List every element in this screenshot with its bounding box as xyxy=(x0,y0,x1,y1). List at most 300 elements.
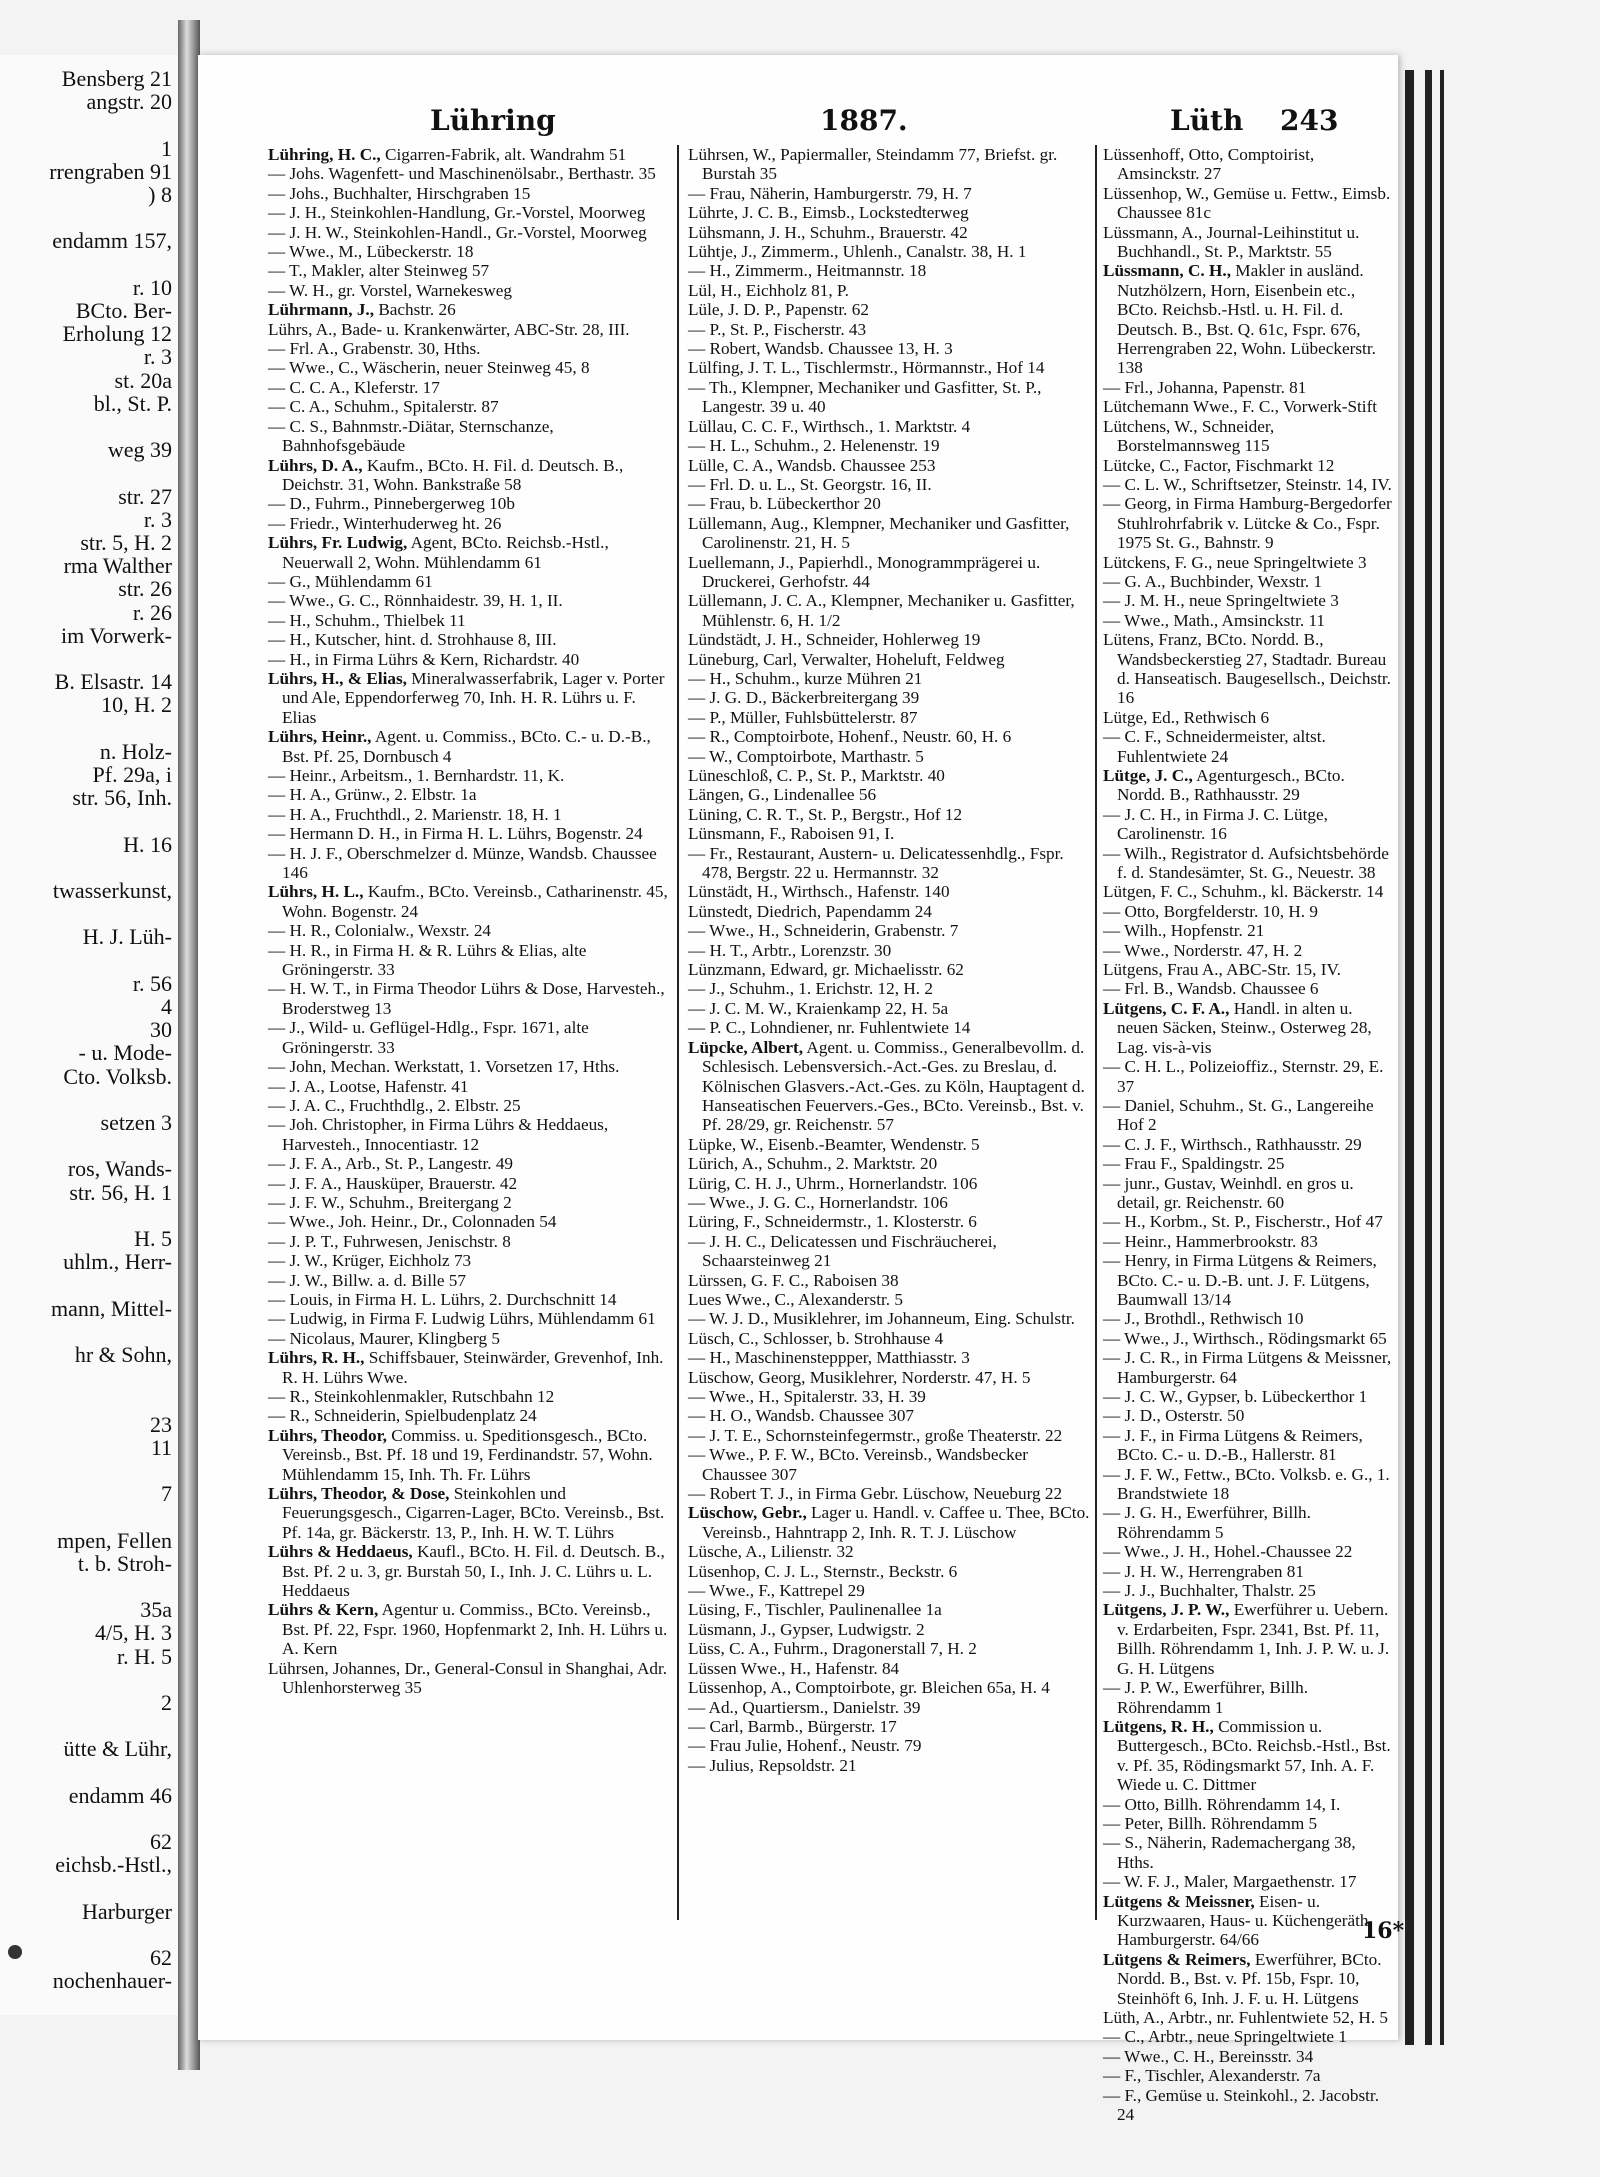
directory-entry xyxy=(268,203,672,222)
directory-entry xyxy=(1103,1232,1393,1251)
directory-entry xyxy=(1103,378,1393,397)
entry-text: — Friedr., Winterhuderweg ht. 26 xyxy=(268,513,502,533)
entry-text: Lüneschloß, C. P., St. P., Marktstr. 40 xyxy=(688,766,945,785)
entry-text: — Wwe., Norderstr. 47, H. 2 xyxy=(1103,940,1303,960)
running-head xyxy=(270,104,1370,138)
entry-text: — J. D., Osterstr. 50 xyxy=(1103,1406,1245,1426)
entry-text: — H., Zimmerm., Heitmannstr. 18 xyxy=(688,261,927,281)
entry-name: Lührs & Heddaeus, xyxy=(268,1542,413,1562)
directory-entry xyxy=(268,1406,672,1425)
entry-name: Lüpcke, Albert, xyxy=(688,1037,804,1057)
entry-text: — Wwe., Math., Amsinckstr. 11 xyxy=(1103,610,1325,630)
entry-text: — J. C. R., in Firma Lütgens & Meissner, Hamburgerstr. 64 xyxy=(1103,1348,1392,1387)
left-page-line: Cto. Volksb. xyxy=(63,1063,172,1089)
directory-entry xyxy=(268,164,672,183)
entry-text: — Wwe., F., Kattrepel 29 xyxy=(688,1581,865,1601)
left-page-line: 62 xyxy=(150,1945,172,1971)
entry-text: Lütckens, F. G., neue Springeltwiete 3 xyxy=(1103,552,1367,572)
directory-entry xyxy=(1103,630,1393,708)
directory-entry xyxy=(688,1387,1092,1406)
directory-entry xyxy=(688,591,1092,630)
entry-text: — Frl. D. u. L., St. Georgstr. 16, II. xyxy=(688,474,932,494)
directory-entry xyxy=(688,1503,1092,1542)
entry-text: — Wwe., C., Wäscherin, neuer Steinweg 45, 8 xyxy=(268,358,590,378)
directory-entry xyxy=(688,1542,1092,1561)
entry-text: — Otto, Borgfelderstr. 10, H. 9 xyxy=(1103,901,1318,921)
page-number: 243 xyxy=(1280,104,1339,137)
entry-text: Lütgens, Frau A., ABC-Str. 15, IV. xyxy=(1103,960,1341,980)
left-page-line: 4 xyxy=(161,994,172,1019)
left-page-line: ros, Wands- xyxy=(67,1156,172,1182)
directory-entry xyxy=(268,591,672,610)
entry-text: — J. H., Steinkohlen-Handlung, Gr.-Vorstel, Moorweg xyxy=(268,203,646,223)
entry-text: — Ad., Quartiersm., Danielstr. 39 xyxy=(688,1697,921,1717)
entry-text: — H. T., Arbtr., Lorenzstr. 30 xyxy=(688,940,892,960)
left-page-line: H. 5 xyxy=(134,1226,172,1251)
directory-entry xyxy=(688,1620,1092,1639)
entry-text: — P. C., Lohndiener, nr. Fuhlentwiete 14 xyxy=(688,1018,971,1038)
entry-text: — J. H. W., Steinkohlen-Handl., Gr.-Vorstel, Moorweg xyxy=(268,222,647,242)
entry-text: — W. F. J., Maler, Margaethenstr. 17 xyxy=(1103,1872,1357,1892)
directory-entry xyxy=(688,203,1092,222)
entry-text: — Fr., Restaurant, Austern- u. Delicatessenhdlg., Fspr. 478, Bergstr. 22 u. Hermannstr. 32 xyxy=(688,843,1064,883)
entry-text: Lül, H., Eichholz 81, P. xyxy=(688,280,849,300)
directory-entry xyxy=(688,941,1092,960)
left-page-line: r. 3 xyxy=(143,506,172,532)
directory-entry xyxy=(268,1154,672,1173)
left-page-line: H. 16 xyxy=(123,831,172,857)
directory-entry xyxy=(688,514,1092,553)
directory-entry xyxy=(268,1232,672,1251)
entry-text: Mineralwasserfabrik, Lager v. Porter und Ale, Eppendorferweg 70, Inh. H. R. Lührs u. F. Elias xyxy=(282,668,665,727)
entry-name: Lütge, J. C., xyxy=(1103,766,1193,785)
directory-entry xyxy=(688,242,1092,261)
entry-text: Kaufl., BCto. H. Fil. d. Deutsch. B., Bst. Pf. 2 u. 3, gr. Burstah 50, I., Inh. J. C. Lührs u. L. Heddaeus xyxy=(282,1542,665,1601)
entry-text: — J., Wild- u. Geflügel-Hdlg., Fspr. 1671, alte Gröningerstr. 33 xyxy=(268,1018,589,1057)
directory-entry xyxy=(1103,844,1393,883)
directory-entry xyxy=(688,1154,1092,1173)
entry-text: — P., St. P., Fischerstr. 43 xyxy=(688,319,867,339)
entry-text: Lünzmann, Edward, gr. Michaelisstr. 62 xyxy=(688,960,964,980)
entry-text: — J. F. W., Schuhm., Breitergang 2 xyxy=(268,1192,512,1212)
entry-text: Lüssenhop, W., Gemüse u. Fettw., Eimsb. Chaussee 81c xyxy=(1103,183,1391,223)
left-page-line: 1 xyxy=(161,135,172,161)
left-page-line: mpen, Fellen xyxy=(57,1527,172,1553)
directory-entry xyxy=(268,339,672,358)
entry-text: — H., Korbm., St. P., Fischerstr., Hof 47 xyxy=(1103,1212,1383,1232)
directory-entry xyxy=(268,766,672,785)
directory-entry xyxy=(1103,1717,1393,1795)
entry-name: Lührs, R. H., xyxy=(268,1348,365,1368)
entry-text: — J. C. M. W., Kraienkamp 22, H. 5a xyxy=(688,998,949,1018)
entry-text: — C. L. W., Schriftsetzer, Steinstr. 14, IV. xyxy=(1103,474,1392,494)
left-page-line: rrengraben 91 xyxy=(49,158,172,184)
directory-entry xyxy=(688,708,1092,727)
directory-entry xyxy=(688,1309,1092,1328)
entry-text: Lülle, C. A., Wandsb. Chaussee 253 xyxy=(688,455,936,475)
entry-text: — Daniel, Schuhm., St. G., Langereihe Hof 2 xyxy=(1103,1095,1374,1135)
directory-entry xyxy=(268,1659,672,1698)
directory-entry xyxy=(688,1756,1092,1775)
entry-text: Längen, G., Lindenallee 56 xyxy=(688,785,877,805)
directory-entry xyxy=(268,941,672,980)
left-page-line: str. 5, H. 2 xyxy=(80,530,172,555)
directory-entry xyxy=(1103,1600,1393,1678)
entry-text: — Frau, Näherin, Hamburgerstr. 79, H. 7 xyxy=(688,183,972,203)
directory-entry xyxy=(1103,1872,1393,1891)
entry-text: — G., Mühlendamm 61 xyxy=(268,571,433,591)
directory-entry xyxy=(1103,1135,1393,1154)
directory-entry xyxy=(268,611,672,630)
entry-text: Lüle, J. D. P., Papenstr. 62 xyxy=(688,300,869,320)
entry-text: Kaufm., BCto. H. Fil. d. Deutsch. B., Deichstr. 31, Wohn. Bankstraße 58 xyxy=(282,455,624,494)
left-page-line: weg 39 xyxy=(107,437,172,463)
left-page-line: bl., St. P. xyxy=(93,390,172,416)
directory-entry xyxy=(268,242,672,261)
entry-name: Lührmann, J., xyxy=(268,300,375,320)
entry-text: Lütgen, F. C., Schuhm., kl. Bäckerstr. 14 xyxy=(1103,882,1384,902)
column-rule xyxy=(1095,145,1097,1920)
directory-entry xyxy=(688,300,1092,319)
directory-entry xyxy=(1103,397,1393,416)
entry-name: Lührs & Kern, xyxy=(268,1600,379,1620)
left-page-line: ütte & Lühr, xyxy=(63,1736,172,1762)
directory-entry xyxy=(1103,1406,1393,1425)
directory-entry xyxy=(268,1212,672,1231)
directory-entry xyxy=(268,300,672,319)
entry-text: — Carl, Barmb., Bürgerstr. 17 xyxy=(688,1716,897,1736)
directory-entry xyxy=(1103,979,1393,998)
left-page-line: uhlm., Herr- xyxy=(63,1249,172,1275)
directory-entry xyxy=(268,844,672,883)
entry-text: — Joh. Christopher, in Firma Lührs & Heddaeus, Harvesteh., Innocentiastr. 12 xyxy=(268,1115,609,1154)
entry-text: Kaufm., BCto. Vereinsb., Catharinenstr. 45, Wohn. Bogenstr. 24 xyxy=(282,882,668,921)
directory-entry xyxy=(268,824,672,843)
entry-text: Agent. u. Commiss., Generalbevollm. d. Schlesisch. Lebensversich.-Act.-Ges. zu Breslau, d. Kölnischen Glasvers.-Act.-Ges. zu Köln, Hauptagent d. Hanseatischen Feuervers.-Ges., BCto. Vereinsb., Bst. v. Pf. 28/29, gr. Reichenstr. 57 xyxy=(702,1037,1085,1135)
left-page-line: n. Holz- xyxy=(99,738,172,764)
directory-entry xyxy=(688,378,1092,417)
left-page-line: 11 xyxy=(150,1434,172,1460)
entry-text: — J. C. W., Gypser, b. Lübeckerthor 1 xyxy=(1103,1387,1368,1406)
directory-column-2 xyxy=(688,145,1092,1925)
directory-entry xyxy=(688,320,1092,339)
entry-text: — J., Schuhm., 1. Erichstr. 12, H. 2 xyxy=(688,979,933,999)
signature-mark: 16* xyxy=(1362,1918,1405,1944)
directory-entry xyxy=(1103,1833,1393,1872)
left-page-line: 10, H. 2 xyxy=(101,692,172,718)
entry-text: — Heinr., Arbeitsm., 1. Bernhardstr. 11, K. xyxy=(268,766,565,785)
directory-entry xyxy=(1103,145,1393,184)
directory-entry xyxy=(688,1581,1092,1600)
entry-text: — F., Tischler, Alexanderstr. 7a xyxy=(1103,2066,1321,2086)
entry-text: — Wwe., Joh. Heinr., Dr., Colonnaden 54 xyxy=(268,1212,557,1232)
entry-text: Lülfing, J. T. L., Tischlermstr., Hörmannstr., Hof 14 xyxy=(688,358,1045,378)
directory-entry xyxy=(688,1018,1092,1037)
left-page-line: r. 10 xyxy=(132,274,172,300)
entry-text: Lüning, C. R. T., St. P., Bergstr., Hof 12 xyxy=(688,804,963,824)
left-page-line: 30 xyxy=(150,1017,172,1043)
entry-text: — Robert T. J., in Firma Gebr. Lüschow, Neueburg 22 xyxy=(688,1484,1063,1504)
entry-text: Lüllau, C. C. F., Wirthsch., 1. Marktstr. 4 xyxy=(688,416,971,436)
left-page-line: Bensberg 21 xyxy=(61,66,172,91)
entry-text: — J. F., in Firma Lütgens & Reimers, BCto. C.- u. D.-B., Hallerstr. 81 xyxy=(1103,1425,1363,1465)
entry-name: Lütgens & Meissner, xyxy=(1103,1891,1255,1911)
left-page-line: ) 8 xyxy=(148,182,172,207)
directory-entry xyxy=(1103,2066,1393,2085)
directory-entry xyxy=(268,514,672,533)
directory-entry xyxy=(688,223,1092,242)
directory-entry xyxy=(268,785,672,804)
directory-entry xyxy=(688,339,1092,358)
directory-entry xyxy=(688,921,1092,940)
entry-text: Lüpke, W., Eisenb.-Beamter, Wendenstr. 5 xyxy=(688,1134,980,1154)
directory-entry xyxy=(688,999,1092,1018)
entry-text: — W., Comptoirbote, Marthastr. 5 xyxy=(688,746,924,766)
directory-entry xyxy=(268,184,672,203)
entry-name: Lührs, Theodor, & Dose, xyxy=(268,1484,450,1504)
directory-entry xyxy=(1103,475,1393,494)
left-page-line: hr & Sohn, xyxy=(74,1342,172,1367)
entry-text: — Otto, Billh. Röhrendamm 14, I. xyxy=(1103,1794,1341,1814)
directory-entry xyxy=(268,1018,672,1057)
directory-entry xyxy=(688,669,1092,688)
entry-text: Lues Wwe., C., Alexanderstr. 5 xyxy=(688,1289,903,1309)
entry-text: Lüth, A., Arbtr., nr. Fuhlentwiete 52, H. 5 xyxy=(1103,2008,1389,2027)
entry-name: Lührs, Fr. Ludwig, xyxy=(268,533,408,553)
entry-text: — Wwe., G. C., Rönnhaidestr. 39, H. 1, II. xyxy=(268,591,563,611)
left-page-line: 4/5, H. 3 xyxy=(95,1620,172,1646)
entry-text: — Frau F., Spaldingstr. 25 xyxy=(1103,1154,1285,1174)
entry-text: — J. F. A., Hausküper, Brauerstr. 42 xyxy=(268,1173,518,1193)
left-page-line: rma Walther xyxy=(63,553,172,579)
directory-entry xyxy=(1103,921,1393,940)
entry-text: — Julius, Repsoldstr. 21 xyxy=(688,1755,857,1775)
directory-entry xyxy=(1103,1426,1393,1465)
directory-entry xyxy=(688,1698,1092,1717)
left-page-line: nochenhauer- xyxy=(52,1968,172,1994)
entry-text: — C. S., Bahnmstr.-Diätar, Sternschanze, Bahnhofsgebäude xyxy=(268,416,554,456)
left-page-line: angstr. 20 xyxy=(86,89,172,115)
entry-text: Lünstädt, H., Wirthsch., Hafenstr. 140 xyxy=(688,882,950,902)
directory-entry xyxy=(1103,417,1393,456)
entry-text: Agent. u. Commiss., BCto. C.- u. D.-B., Bst. Pf. 25, Dornbusch 4 xyxy=(282,727,651,766)
left-page-line: endamm 46 xyxy=(68,1782,172,1808)
entry-text: — C., Arbtr., neue Springeltwiete 1 xyxy=(1103,2027,1347,2047)
entry-text: Lünsmann, F., Raboisen 91, I. xyxy=(688,824,895,844)
directory-entry xyxy=(1103,1251,1393,1309)
entry-text: Steinkohlen und Feuerungsgesch., Cigarren-Lager, BCto. Vereinsb., Bst. Pf. 14a, gr. Bäckerstr. 13, P., Inh. H. W. T. Lührs xyxy=(282,1484,665,1542)
directory-entry xyxy=(1103,553,1393,572)
entry-name: Lühring, H. C., xyxy=(268,145,381,164)
left-page-line: 2 xyxy=(161,1690,172,1715)
directory-entry xyxy=(688,785,1092,804)
left-page-line: endamm 157, xyxy=(52,228,172,254)
entry-text: — J. P. W., Ewerführer, Billh. Röhrendamm 1 xyxy=(1103,1678,1309,1717)
directory-entry xyxy=(1103,941,1393,960)
entry-text: Commission u. Buttergesch., BCto. Reichsb.-Hstl., Bst. v. Pf. 35, Rödingsmarkt 57, Inh. A. F. Wiede u. C. Dittmer xyxy=(1117,1716,1391,1795)
directory-entry xyxy=(1103,2027,1393,2046)
left-page-line: setzen 3 xyxy=(100,1110,172,1135)
directory-entry xyxy=(1103,456,1393,475)
left-page-fragment xyxy=(0,55,180,2015)
entry-text: Lühtje, J., Zimmerm., Uhlenh., Canalstr. 38, H. 1 xyxy=(688,242,1027,262)
entry-text: — J. A. C., Fruchthdlg., 2. Elbstr. 25 xyxy=(268,1095,521,1115)
directory-entry xyxy=(268,1271,672,1290)
entry-name: Lütgens, C. F. A., xyxy=(1103,998,1230,1018)
entry-text: Lüllemann, J. C. A., Klempner, Mechaniker u. Gasfitter, Mühlenstr. 6, H. 1/2 xyxy=(688,591,1075,630)
directory-entry xyxy=(688,727,1092,746)
directory-entry xyxy=(688,902,1092,921)
left-page-line: BCto. Ber- xyxy=(75,298,172,323)
directory-entry xyxy=(268,1057,672,1076)
directory-entry xyxy=(268,630,672,649)
entry-text: — C. J. F., Wirthsch., Rathhausstr. 29 xyxy=(1103,1134,1362,1154)
directory-entry xyxy=(268,1600,672,1658)
entry-text: Commiss. u. Speditionsgesch., BCto. Vereinsb., Bst. Pf. 18 und 19, Ferdinandstr. 57, Wohn. Mühlendamm 15, Inh. Th. Fr. Lührs xyxy=(282,1425,653,1484)
header-right-word: Lüth xyxy=(1170,104,1244,137)
directory-entry xyxy=(1103,708,1393,727)
entry-text: — J. W., Krüger, Eichholz 73 xyxy=(268,1251,472,1271)
entry-text: — Heinr., Hammerbrookstr. 83 xyxy=(1103,1231,1318,1251)
directory-entry xyxy=(688,1038,1092,1135)
left-page-line: str. 27 xyxy=(118,483,172,509)
directory-entry xyxy=(688,1135,1092,1154)
entry-text: Ewerführer u. Uebern. v. Erdarbeiten, Fspr. 2341, Bst. Pf. 11, Billh. Röhrendamm 1, Inh. J. P. W. u. J. G. H. Lütgens xyxy=(1117,1600,1390,1678)
entry-text: — H., Schuhm., Thielbek 11 xyxy=(268,610,466,630)
directory-entry xyxy=(268,494,672,513)
directory-entry xyxy=(268,320,672,339)
entry-name: Lührs, H. L., xyxy=(268,882,364,902)
directory-entry xyxy=(688,960,1092,979)
directory-entry xyxy=(688,1271,1092,1290)
directory-entry xyxy=(688,358,1092,377)
entry-text: — Johs. Wagenfett- und Maschinenölsabr., Berthastr. 35 xyxy=(268,164,656,184)
directory-entry xyxy=(1103,611,1393,630)
entry-text: Lürig, C. H. J., Uhrm., Hornerlandstr. 106 xyxy=(688,1173,978,1193)
entry-text: — Wwe., H., Spitalerstr. 33, H. 39 xyxy=(688,1387,926,1406)
left-page-line: r. H. 5 xyxy=(117,1643,172,1669)
left-page-line: Harburger xyxy=(82,1898,172,1924)
directory-entry xyxy=(688,184,1092,203)
entry-text: — H. W. T., in Firma Theodor Lührs & Dose, Harvesteh., Broderstweg 13 xyxy=(268,979,665,1018)
directory-entry xyxy=(268,1115,672,1154)
directory-entry xyxy=(1103,223,1393,262)
entry-text: — Ludwig, in Firma F. Ludwig Lührs, Mühlendamm 61 xyxy=(268,1309,656,1329)
directory-entry xyxy=(268,397,672,416)
left-page-line: str. 56, Inh. xyxy=(72,785,172,811)
entry-text: — Johs., Buchhalter, Hirschgraben 15 xyxy=(268,183,531,203)
entry-text: Lager u. Handl. v. Caffee u. Thee, BCto. Vereinsb., Hahntrapp 2, Inh. R. T. J. Lüschow xyxy=(702,1503,1090,1542)
directory-entry xyxy=(688,1717,1092,1736)
directory-entry xyxy=(688,1212,1092,1231)
left-page-line: str. 26 xyxy=(118,576,172,602)
directory-entry xyxy=(688,145,1092,184)
directory-entry xyxy=(268,456,672,495)
directory-entry xyxy=(268,1426,672,1484)
directory-entry xyxy=(268,533,672,572)
directory-entry xyxy=(268,882,672,921)
entry-text: Lütge, Ed., Rethwisch 6 xyxy=(1103,707,1270,727)
directory-entry xyxy=(1103,1562,1393,1581)
entry-text: — F., Gemüse u. Steinkohl., 2. Jacobstr. 24 xyxy=(1103,2085,1379,2125)
entry-text: — J. H. W., Herrengraben 81 xyxy=(1103,1561,1304,1581)
page-edge xyxy=(1405,70,1414,2045)
entry-text: Lüss, C. A., Fuhrm., Dragonerstall 7, H. 2 xyxy=(688,1639,977,1659)
entry-text: Lüsch, C., Schlosser, b. Strohhause 4 xyxy=(688,1328,944,1348)
entry-name: Lütgens, R. H., xyxy=(1103,1716,1214,1736)
directory-entry xyxy=(1103,1503,1393,1542)
entry-text: — R., Schneiderin, Spielbudenplatz 24 xyxy=(268,1406,537,1426)
entry-text: — R., Comptoirbote, Hohenf., Neustr. 60, H. 6 xyxy=(688,727,1012,747)
directory-entry xyxy=(688,805,1092,824)
directory-entry xyxy=(688,281,1092,300)
left-page-line: str. 56, H. 1 xyxy=(69,1179,172,1205)
page-edge xyxy=(1425,70,1432,2045)
directory-entry xyxy=(688,1426,1092,1445)
directory-entry xyxy=(1103,1309,1393,1328)
directory-entry xyxy=(1103,572,1393,591)
directory-entry xyxy=(688,844,1092,883)
directory-entry xyxy=(1103,805,1393,844)
left-page-line: Erholung 12 xyxy=(62,321,172,347)
directory-entry xyxy=(268,1348,672,1387)
entry-text: Lüring, F., Schneidermstr., 1. Klosterstr. 6 xyxy=(688,1212,977,1232)
directory-entry xyxy=(1103,1057,1393,1096)
entry-text: Lüneburg, Carl, Verwalter, Hoheluft, Feldweg xyxy=(688,649,1005,669)
entry-text: Bachstr. 26 xyxy=(374,300,456,320)
entry-text: — J. G. D., Bäckerbreitergang 39 xyxy=(688,688,920,708)
entry-text: Lührte, J. C. B., Eimsb., Lockstedterweg xyxy=(688,203,969,223)
directory-entry xyxy=(1103,1542,1393,1561)
entry-text: — C. F., Schneidermeister, altst. Fuhlentwiete 24 xyxy=(1103,727,1326,766)
entry-text: — H., Kutscher, hint. d. Strohhause 8, III. xyxy=(268,630,557,650)
directory-entry xyxy=(268,1309,672,1328)
directory-entry xyxy=(688,747,1092,766)
entry-text: — junr., Gustav, Weinhdl. en gros u. detail, gr. Reichenstr. 60 xyxy=(1103,1173,1354,1212)
directory-entry xyxy=(1103,1465,1393,1504)
directory-entry xyxy=(1103,261,1393,377)
entry-text: Lüsmann, J., Gypser, Ludwigstr. 2 xyxy=(688,1619,925,1639)
header-left-word: Lühring xyxy=(430,104,556,137)
entry-text: Lührs, A., Bade- u. Krankenwärter, ABC-Str. 28, III. xyxy=(268,319,630,339)
entry-text: Lüssmann, A., Journal-Leihinstitut u. Buchhandl., St. P., Marktstr. 55 xyxy=(1103,222,1360,262)
left-page-line: twasserkunst, xyxy=(52,878,172,903)
directory-entry xyxy=(1103,1795,1393,1814)
directory-entry xyxy=(268,669,672,727)
book-gutter xyxy=(178,20,200,2070)
entry-text: — J. P. T., Fuhrwesen, Jenischstr. 8 xyxy=(268,1231,511,1251)
directory-entry xyxy=(268,727,672,766)
directory-entry xyxy=(268,650,672,669)
directory-entry xyxy=(688,1174,1092,1193)
entry-text: Lührsen, W., Papiermaller, Steindamm 77, Briefst. gr. Burstah 35 xyxy=(688,145,1058,184)
entry-text: Lühsmann, J. H., Schuhm., Brauerstr. 42 xyxy=(688,222,968,242)
left-page-line: r. 3 xyxy=(143,344,172,370)
directory-entry xyxy=(268,1251,672,1270)
entry-text: — H. J. F., Oberschmelzer d. Münze, Wandsb. Chaussee 146 xyxy=(268,843,657,883)
entry-text: Lüssen Wwe., H., Hafenstr. 84 xyxy=(688,1658,900,1678)
entry-text: — C. H. L., Polizeioffiz., Sternstr. 29, E. 37 xyxy=(1103,1057,1384,1096)
directory-entry xyxy=(1103,1581,1393,1600)
entry-text: — Wwe., J. H., Hohel.-Chaussee 22 xyxy=(1103,1542,1353,1562)
entry-text: Lündstädt, J. H., Schneider, Hohlerweg 19 xyxy=(688,630,981,650)
entry-name: Lüschow, Gebr., xyxy=(688,1503,807,1523)
left-page-line: - u. Mode- xyxy=(78,1040,172,1066)
entry-text: Lüsing, F., Tischler, Paulinenallee 1a xyxy=(688,1600,942,1620)
left-page-line: mann, Mittel- xyxy=(51,1295,172,1321)
left-page-line: im Vorwerk- xyxy=(60,622,172,648)
entry-text: — W. H., gr. Vorstel, Warnekesweg xyxy=(268,280,512,300)
